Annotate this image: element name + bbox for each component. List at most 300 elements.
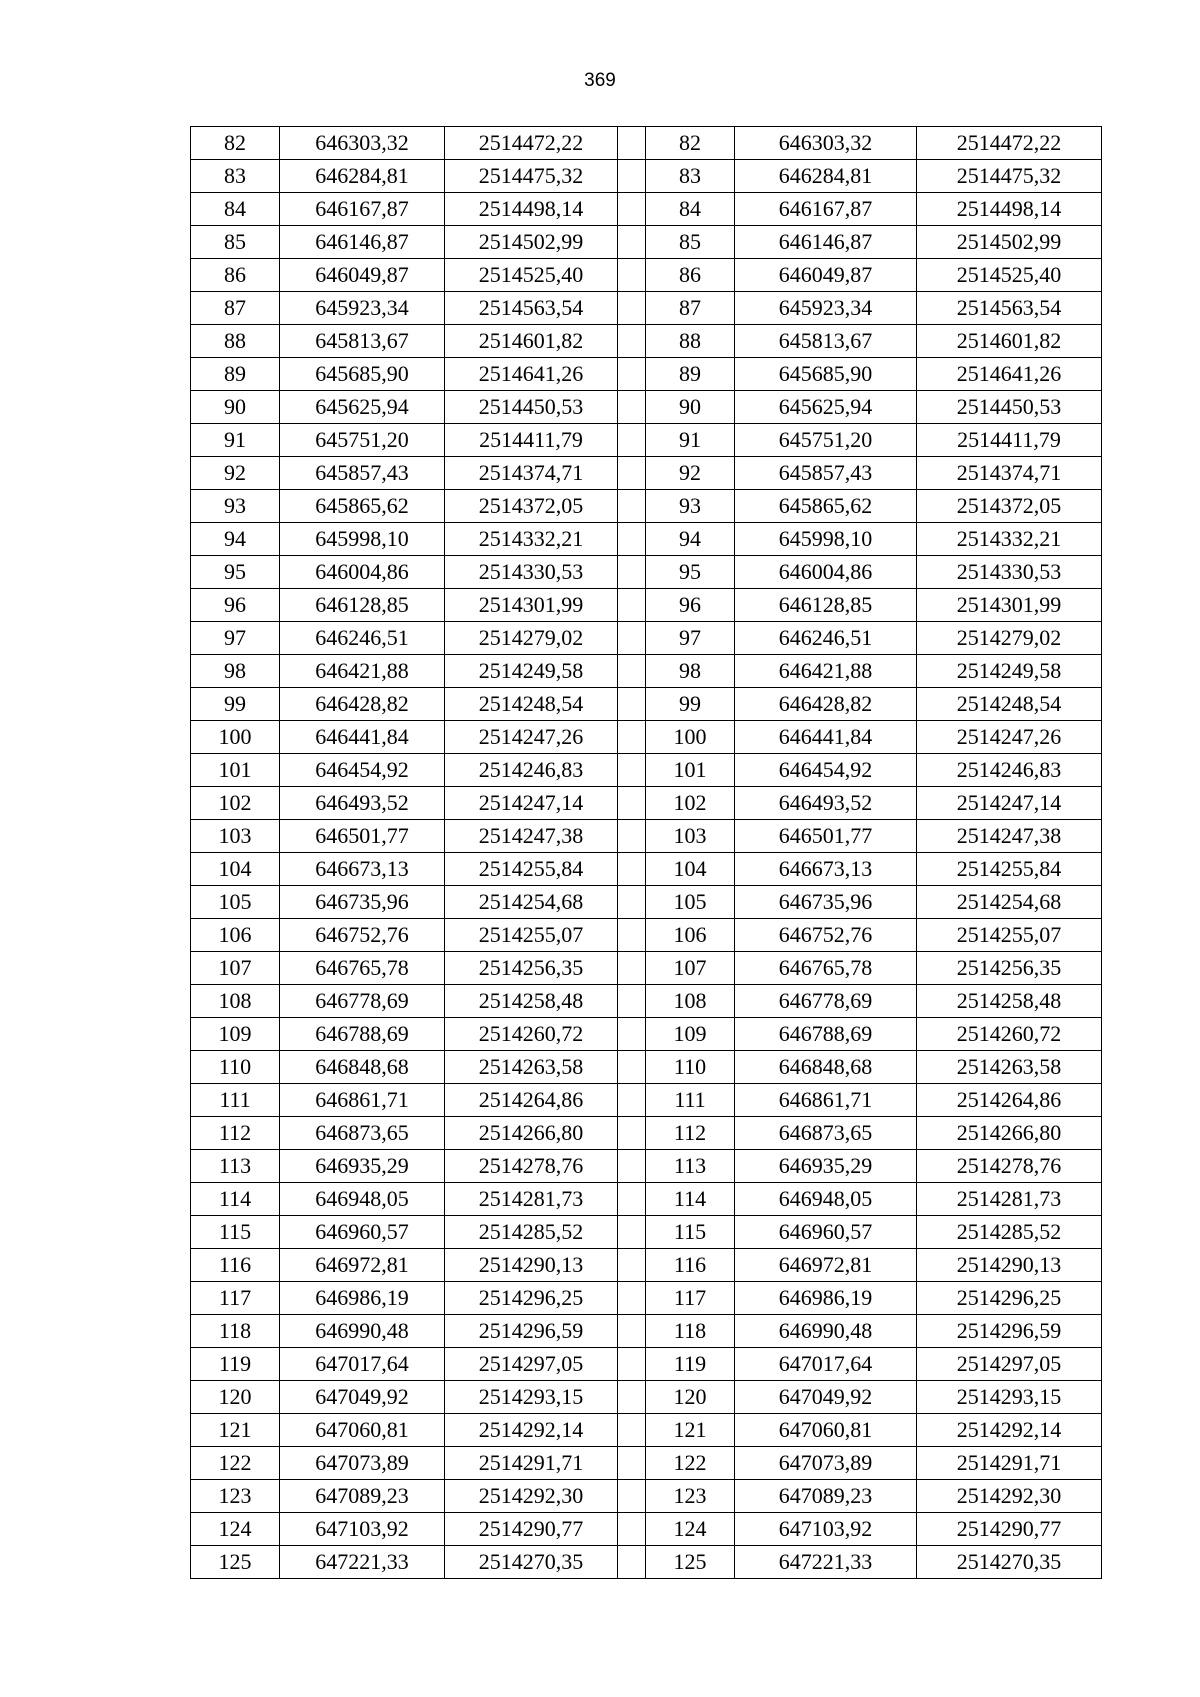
point-number-cell: 108: [191, 985, 280, 1018]
point-number-cell: 105: [191, 886, 280, 919]
spacer-cell: [618, 325, 646, 358]
y-coordinate-cell: 2514279,02: [445, 622, 618, 655]
y-coordinate-cell: 2514293,15: [445, 1381, 618, 1414]
point-number-cell: 85: [646, 226, 735, 259]
y-coordinate-cell: 2514525,40: [917, 259, 1102, 292]
y-coordinate-cell: 2514372,05: [445, 490, 618, 523]
y-coordinate-cell: 2514291,71: [445, 1447, 618, 1480]
x-coordinate-cell: 645813,67: [735, 325, 917, 358]
x-coordinate-cell: 646421,88: [735, 655, 917, 688]
point-number-cell: 124: [646, 1513, 735, 1546]
y-coordinate-cell: 2514296,25: [917, 1282, 1102, 1315]
x-coordinate-cell: 646778,69: [280, 985, 445, 1018]
spacer-cell: [618, 952, 646, 985]
spacer-cell: [618, 1348, 646, 1381]
y-coordinate-cell: 2514563,54: [445, 292, 618, 325]
spacer-cell: [618, 556, 646, 589]
table-row: [191, 886, 1102, 919]
x-coordinate-cell: 646128,85: [280, 589, 445, 622]
table-row: [191, 919, 1102, 952]
x-coordinate-cell: 647049,92: [735, 1381, 917, 1414]
point-number-cell: 121: [646, 1414, 735, 1447]
spacer-cell: [618, 259, 646, 292]
x-coordinate-cell: 646421,88: [280, 655, 445, 688]
table-row: [191, 1315, 1102, 1348]
point-number-cell: 113: [191, 1150, 280, 1183]
y-coordinate-cell: 2514296,25: [445, 1282, 618, 1315]
point-number-cell: 83: [191, 160, 280, 193]
x-coordinate-cell: 646004,86: [280, 556, 445, 589]
table-row: [191, 1381, 1102, 1414]
point-number-cell: 92: [646, 457, 735, 490]
x-coordinate-cell: 646146,87: [735, 226, 917, 259]
spacer-cell: [618, 1084, 646, 1117]
point-number-cell: 118: [646, 1315, 735, 1348]
table-row: [191, 820, 1102, 853]
y-coordinate-cell: 2514330,53: [917, 556, 1102, 589]
y-coordinate-cell: 2514641,26: [445, 358, 618, 391]
point-number-cell: 90: [646, 391, 735, 424]
spacer-cell: [618, 490, 646, 523]
x-coordinate-cell: 646428,82: [280, 688, 445, 721]
x-coordinate-cell: 645625,94: [280, 391, 445, 424]
x-coordinate-cell: 646873,65: [735, 1117, 917, 1150]
table-row: [191, 1117, 1102, 1150]
point-number-cell: 87: [646, 292, 735, 325]
point-number-cell: 110: [646, 1051, 735, 1084]
point-number-cell: 114: [191, 1183, 280, 1216]
y-coordinate-cell: 2514502,99: [917, 226, 1102, 259]
y-coordinate-cell: 2514249,58: [917, 655, 1102, 688]
x-coordinate-cell: 646454,92: [280, 754, 445, 787]
table-row: [191, 226, 1102, 259]
y-coordinate-cell: 2514475,32: [445, 160, 618, 193]
point-number-cell: 95: [646, 556, 735, 589]
point-number-cell: 89: [191, 358, 280, 391]
spacer-cell: [618, 226, 646, 259]
point-number-cell: 114: [646, 1183, 735, 1216]
y-coordinate-cell: 2514290,77: [917, 1513, 1102, 1546]
coordinates-table: [190, 126, 1102, 1579]
table-row: [191, 1051, 1102, 1084]
x-coordinate-cell: 645857,43: [735, 457, 917, 490]
x-coordinate-cell: 646167,87: [280, 193, 445, 226]
y-coordinate-cell: 2514246,83: [445, 754, 618, 787]
x-coordinate-cell: 646303,32: [735, 127, 917, 160]
x-coordinate-cell: 645923,34: [280, 292, 445, 325]
point-number-cell: 99: [191, 688, 280, 721]
x-coordinate-cell: 646167,87: [735, 193, 917, 226]
spacer-cell: [618, 1150, 646, 1183]
point-number-cell: 90: [191, 391, 280, 424]
x-coordinate-cell: 646146,87: [280, 226, 445, 259]
point-number-cell: 84: [191, 193, 280, 226]
y-coordinate-cell: 2514247,38: [445, 820, 618, 853]
x-coordinate-cell: 646765,78: [735, 952, 917, 985]
point-number-cell: 120: [191, 1381, 280, 1414]
table-row: [191, 1183, 1102, 1216]
table-row: [191, 1414, 1102, 1447]
x-coordinate-cell: 646972,81: [735, 1249, 917, 1282]
point-number-cell: 96: [646, 589, 735, 622]
spacer-cell: [618, 1183, 646, 1216]
y-coordinate-cell: 2514290,77: [445, 1513, 618, 1546]
x-coordinate-cell: 647221,33: [280, 1546, 445, 1579]
x-coordinate-cell: 646788,69: [280, 1018, 445, 1051]
spacer-cell: [618, 754, 646, 787]
table-row: [191, 1150, 1102, 1183]
spacer-cell: [618, 160, 646, 193]
point-number-cell: 123: [191, 1480, 280, 1513]
spacer-cell: [618, 1249, 646, 1282]
point-number-cell: 86: [191, 259, 280, 292]
y-coordinate-cell: 2514249,58: [445, 655, 618, 688]
point-number-cell: 115: [646, 1216, 735, 1249]
spacer-cell: [618, 391, 646, 424]
table-row: [191, 391, 1102, 424]
x-coordinate-cell: 647089,23: [280, 1480, 445, 1513]
table-row: [191, 1282, 1102, 1315]
y-coordinate-cell: 2514263,58: [917, 1051, 1102, 1084]
point-number-cell: 97: [646, 622, 735, 655]
y-coordinate-cell: 2514255,07: [917, 919, 1102, 952]
table-row: [191, 1216, 1102, 1249]
point-number-cell: 101: [646, 754, 735, 787]
x-coordinate-cell: 646493,52: [280, 787, 445, 820]
y-coordinate-cell: 2514297,05: [917, 1348, 1102, 1381]
y-coordinate-cell: 2514472,22: [917, 127, 1102, 160]
y-coordinate-cell: 2514256,35: [445, 952, 618, 985]
point-number-cell: 106: [646, 919, 735, 952]
x-coordinate-cell: 646501,77: [280, 820, 445, 853]
y-coordinate-cell: 2514301,99: [445, 589, 618, 622]
point-number-cell: 91: [191, 424, 280, 457]
point-number-cell: 111: [646, 1084, 735, 1117]
point-number-cell: 123: [646, 1480, 735, 1513]
x-coordinate-cell: 647073,89: [735, 1447, 917, 1480]
point-number-cell: 100: [191, 721, 280, 754]
x-coordinate-cell: 646873,65: [280, 1117, 445, 1150]
y-coordinate-cell: 2514247,14: [917, 787, 1102, 820]
point-number-cell: 106: [191, 919, 280, 952]
point-number-cell: 98: [646, 655, 735, 688]
y-coordinate-cell: 2514270,35: [445, 1546, 618, 1579]
table-row: [191, 193, 1102, 226]
x-coordinate-cell: 646752,76: [735, 919, 917, 952]
table-row: [191, 1018, 1102, 1051]
x-coordinate-cell: 647089,23: [735, 1480, 917, 1513]
point-number-cell: 110: [191, 1051, 280, 1084]
point-number-cell: 93: [191, 490, 280, 523]
x-coordinate-cell: 646049,87: [280, 259, 445, 292]
spacer-cell: [618, 1513, 646, 1546]
y-coordinate-cell: 2514290,13: [445, 1249, 618, 1282]
table-row: [191, 556, 1102, 589]
x-coordinate-cell: 646493,52: [735, 787, 917, 820]
point-number-cell: 96: [191, 589, 280, 622]
spacer-cell: [618, 1381, 646, 1414]
y-coordinate-cell: 2514601,82: [917, 325, 1102, 358]
point-number-cell: 92: [191, 457, 280, 490]
table-row: [191, 787, 1102, 820]
y-coordinate-cell: 2514279,02: [917, 622, 1102, 655]
point-number-cell: 94: [646, 523, 735, 556]
x-coordinate-cell: 647060,81: [280, 1414, 445, 1447]
x-coordinate-cell: 646948,05: [280, 1183, 445, 1216]
x-coordinate-cell: 645857,43: [280, 457, 445, 490]
x-coordinate-cell: 646861,71: [280, 1084, 445, 1117]
x-coordinate-cell: 646735,96: [280, 886, 445, 919]
x-coordinate-cell: 646004,86: [735, 556, 917, 589]
y-coordinate-cell: 2514290,13: [917, 1249, 1102, 1282]
table-row: [191, 655, 1102, 688]
x-coordinate-cell: 646284,81: [735, 160, 917, 193]
y-coordinate-cell: 2514450,53: [917, 391, 1102, 424]
y-coordinate-cell: 2514255,07: [445, 919, 618, 952]
spacer-cell: [618, 886, 646, 919]
y-coordinate-cell: 2514374,71: [445, 457, 618, 490]
y-coordinate-cell: 2514525,40: [445, 259, 618, 292]
y-coordinate-cell: 2514260,72: [917, 1018, 1102, 1051]
y-coordinate-cell: 2514278,76: [917, 1150, 1102, 1183]
point-number-cell: 113: [646, 1150, 735, 1183]
x-coordinate-cell: 646948,05: [735, 1183, 917, 1216]
spacer-cell: [618, 820, 646, 853]
y-coordinate-cell: 2514475,32: [917, 160, 1102, 193]
y-coordinate-cell: 2514263,58: [445, 1051, 618, 1084]
point-number-cell: 94: [191, 523, 280, 556]
y-coordinate-cell: 2514266,80: [445, 1117, 618, 1150]
y-coordinate-cell: 2514264,86: [917, 1084, 1102, 1117]
y-coordinate-cell: 2514292,14: [445, 1414, 618, 1447]
x-coordinate-cell: 646960,57: [735, 1216, 917, 1249]
spacer-cell: [618, 622, 646, 655]
y-coordinate-cell: 2514291,71: [917, 1447, 1102, 1480]
y-coordinate-cell: 2514246,83: [917, 754, 1102, 787]
spacer-cell: [618, 523, 646, 556]
point-number-cell: 107: [646, 952, 735, 985]
table-row: [191, 1480, 1102, 1513]
point-number-cell: 120: [646, 1381, 735, 1414]
y-coordinate-cell: 2514332,21: [445, 523, 618, 556]
point-number-cell: 91: [646, 424, 735, 457]
y-coordinate-cell: 2514297,05: [445, 1348, 618, 1381]
x-coordinate-cell: 647103,92: [735, 1513, 917, 1546]
spacer-cell: [618, 853, 646, 886]
x-coordinate-cell: 646454,92: [735, 754, 917, 787]
table-row: [191, 259, 1102, 292]
table-row: [191, 127, 1102, 160]
point-number-cell: 83: [646, 160, 735, 193]
x-coordinate-cell: 646778,69: [735, 985, 917, 1018]
point-number-cell: 108: [646, 985, 735, 1018]
y-coordinate-cell: 2514450,53: [445, 391, 618, 424]
x-coordinate-cell: 647103,92: [280, 1513, 445, 1546]
y-coordinate-cell: 2514247,38: [917, 820, 1102, 853]
y-coordinate-cell: 2514563,54: [917, 292, 1102, 325]
x-coordinate-cell: 645625,94: [735, 391, 917, 424]
point-number-cell: 118: [191, 1315, 280, 1348]
table-row: [191, 952, 1102, 985]
spacer-cell: [618, 1315, 646, 1348]
x-coordinate-cell: 645685,90: [280, 358, 445, 391]
table-row: [191, 622, 1102, 655]
point-number-cell: 101: [191, 754, 280, 787]
spacer-cell: [618, 457, 646, 490]
point-number-cell: 82: [191, 127, 280, 160]
table-row: [191, 985, 1102, 1018]
spacer-cell: [618, 127, 646, 160]
point-number-cell: 82: [646, 127, 735, 160]
point-number-cell: 98: [191, 655, 280, 688]
table-row: [191, 490, 1102, 523]
point-number-cell: 107: [191, 952, 280, 985]
page-number: 369: [584, 70, 616, 91]
point-number-cell: 125: [191, 1546, 280, 1579]
y-coordinate-cell: 2514472,22: [445, 127, 618, 160]
y-coordinate-cell: 2514641,26: [917, 358, 1102, 391]
x-coordinate-cell: 647073,89: [280, 1447, 445, 1480]
spacer-cell: [618, 589, 646, 622]
y-coordinate-cell: 2514258,48: [917, 985, 1102, 1018]
x-coordinate-cell: 645923,34: [735, 292, 917, 325]
y-coordinate-cell: 2514248,54: [917, 688, 1102, 721]
point-number-cell: 115: [191, 1216, 280, 1249]
spacer-cell: [618, 1051, 646, 1084]
y-coordinate-cell: 2514247,14: [445, 787, 618, 820]
table-row: [191, 754, 1102, 787]
y-coordinate-cell: 2514502,99: [445, 226, 618, 259]
x-coordinate-cell: 646428,82: [735, 688, 917, 721]
x-coordinate-cell: 645865,62: [280, 490, 445, 523]
spacer-cell: [618, 1480, 646, 1513]
y-coordinate-cell: 2514278,76: [445, 1150, 618, 1183]
table-row: [191, 1513, 1102, 1546]
x-coordinate-cell: 645751,20: [280, 424, 445, 457]
table-row: [191, 358, 1102, 391]
x-coordinate-cell: 645685,90: [735, 358, 917, 391]
x-coordinate-cell: 645751,20: [735, 424, 917, 457]
y-coordinate-cell: 2514266,80: [917, 1117, 1102, 1150]
x-coordinate-cell: 646303,32: [280, 127, 445, 160]
y-coordinate-cell: 2514254,68: [917, 886, 1102, 919]
y-coordinate-cell: 2514601,82: [445, 325, 618, 358]
point-number-cell: 117: [646, 1282, 735, 1315]
point-number-cell: 88: [646, 325, 735, 358]
x-coordinate-cell: 646284,81: [280, 160, 445, 193]
spacer-cell: [618, 1282, 646, 1315]
point-number-cell: 87: [191, 292, 280, 325]
point-number-cell: 117: [191, 1282, 280, 1315]
x-coordinate-cell: 646990,48: [280, 1315, 445, 1348]
x-coordinate-cell: 646441,84: [280, 721, 445, 754]
y-coordinate-cell: 2514264,86: [445, 1084, 618, 1117]
y-coordinate-cell: 2514330,53: [445, 556, 618, 589]
point-number-cell: 122: [191, 1447, 280, 1480]
x-coordinate-cell: 646986,19: [280, 1282, 445, 1315]
point-number-cell: 121: [191, 1414, 280, 1447]
table-row: [191, 523, 1102, 556]
x-coordinate-cell: 646246,51: [280, 622, 445, 655]
table-row: [191, 1084, 1102, 1117]
point-number-cell: 93: [646, 490, 735, 523]
y-coordinate-cell: 2514411,79: [917, 424, 1102, 457]
x-coordinate-cell: 646960,57: [280, 1216, 445, 1249]
y-coordinate-cell: 2514292,30: [445, 1480, 618, 1513]
y-coordinate-cell: 2514296,59: [917, 1315, 1102, 1348]
spacer-cell: [618, 193, 646, 226]
x-coordinate-cell: 647017,64: [735, 1348, 917, 1381]
x-coordinate-cell: 647060,81: [735, 1414, 917, 1447]
table-row: [191, 1348, 1102, 1381]
x-coordinate-cell: 646246,51: [735, 622, 917, 655]
spacer-cell: [618, 424, 646, 457]
x-coordinate-cell: 646935,29: [280, 1150, 445, 1183]
y-coordinate-cell: 2514247,26: [445, 721, 618, 754]
y-coordinate-cell: 2514332,21: [917, 523, 1102, 556]
x-coordinate-cell: 645813,67: [280, 325, 445, 358]
y-coordinate-cell: 2514296,59: [445, 1315, 618, 1348]
table-row: [191, 688, 1102, 721]
spacer-cell: [618, 787, 646, 820]
x-coordinate-cell: 646765,78: [280, 952, 445, 985]
table-row: [191, 853, 1102, 886]
table-row: [191, 589, 1102, 622]
x-coordinate-cell: 646788,69: [735, 1018, 917, 1051]
spacer-cell: [618, 1216, 646, 1249]
x-coordinate-cell: 646935,29: [735, 1150, 917, 1183]
y-coordinate-cell: 2514256,35: [917, 952, 1102, 985]
y-coordinate-cell: 2514258,48: [445, 985, 618, 1018]
x-coordinate-cell: 646673,13: [280, 853, 445, 886]
x-coordinate-cell: 646735,96: [735, 886, 917, 919]
y-coordinate-cell: 2514255,84: [445, 853, 618, 886]
point-number-cell: 95: [191, 556, 280, 589]
point-number-cell: 99: [646, 688, 735, 721]
x-coordinate-cell: 646848,68: [735, 1051, 917, 1084]
x-coordinate-cell: 647221,33: [735, 1546, 917, 1579]
y-coordinate-cell: 2514281,73: [917, 1183, 1102, 1216]
spacer-cell: [618, 688, 646, 721]
point-number-cell: 103: [646, 820, 735, 853]
y-coordinate-cell: 2514292,30: [917, 1480, 1102, 1513]
point-number-cell: 97: [191, 622, 280, 655]
y-coordinate-cell: 2514285,52: [445, 1216, 618, 1249]
y-coordinate-cell: 2514281,73: [445, 1183, 618, 1216]
y-coordinate-cell: 2514293,15: [917, 1381, 1102, 1414]
x-coordinate-cell: 645998,10: [280, 523, 445, 556]
spacer-cell: [618, 1414, 646, 1447]
spacer-cell: [618, 292, 646, 325]
point-number-cell: 111: [191, 1084, 280, 1117]
y-coordinate-cell: 2514248,54: [445, 688, 618, 721]
x-coordinate-cell: 646501,77: [735, 820, 917, 853]
point-number-cell: 125: [646, 1546, 735, 1579]
point-number-cell: 119: [646, 1348, 735, 1381]
spacer-cell: [618, 721, 646, 754]
table-row: [191, 160, 1102, 193]
coordinates-table-body: [191, 127, 1102, 1579]
table-row: [191, 1249, 1102, 1282]
x-coordinate-cell: 646990,48: [735, 1315, 917, 1348]
point-number-cell: 109: [191, 1018, 280, 1051]
point-number-cell: 116: [646, 1249, 735, 1282]
point-number-cell: 109: [646, 1018, 735, 1051]
y-coordinate-cell: 2514255,84: [917, 853, 1102, 886]
point-number-cell: 102: [646, 787, 735, 820]
y-coordinate-cell: 2514292,14: [917, 1414, 1102, 1447]
table-row: [191, 424, 1102, 457]
